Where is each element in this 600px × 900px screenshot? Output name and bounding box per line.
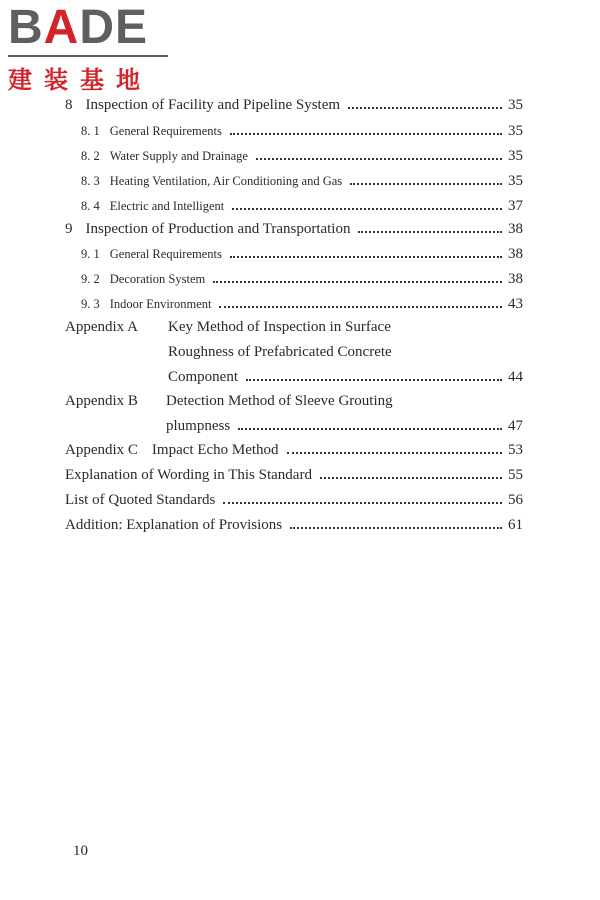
bade-logo (8, 3, 178, 95)
dot-leader (232, 208, 502, 210)
logo-chinese-text: 建装基地 (8, 66, 152, 94)
toc-entry-wording[interactable]: Explanation of Wording in This Standard 55 (65, 467, 523, 483)
toc-entry-addition[interactable]: Addition: Explanation of Provisions 61 (65, 517, 523, 533)
dot-leader (290, 527, 502, 529)
dot-leader (213, 281, 502, 283)
logo-wordmark: BADE (8, 1, 149, 54)
dot-leader (223, 502, 502, 504)
toc-entry-section-9-1[interactable]: 9. 1 General Requirements 38 (81, 246, 523, 262)
dot-leader (238, 428, 502, 430)
toc-entry-appendix-c[interactable]: Appendix C Impact Echo Method 53 (65, 442, 523, 458)
dot-leader (230, 256, 502, 258)
toc-entry-section-8-1[interactable]: 8. 1 General Requirements 35 (81, 123, 523, 139)
dot-leader (219, 306, 502, 308)
dot-leader (246, 379, 502, 381)
page-number: 10 (73, 843, 88, 859)
dot-leader (350, 183, 502, 185)
logo-divider (8, 55, 168, 57)
toc-entry-chapter-9[interactable]: 9 Inspection of Production and Transportation 38 (65, 221, 523, 237)
toc-entry-section-8-4[interactable]: 8. 4 Electric and Intelligent 37 (81, 198, 523, 214)
dot-leader (320, 477, 502, 479)
dot-leader (287, 452, 502, 454)
toc-entry-section-8-2[interactable]: 8. 2 Water Supply and Drainage 35 (81, 148, 523, 164)
toc-entry-section-9-3[interactable]: 9. 3 Indoor Environment 43 (81, 296, 523, 312)
dot-leader (256, 158, 502, 160)
toc-entry-section-8-3[interactable]: 8. 3 Heating Ventilation, Air Conditioning and Gas 35 (81, 173, 523, 189)
dot-leader (230, 133, 502, 135)
dot-leader (348, 107, 502, 109)
toc-entry-chapter-8[interactable]: 8 Inspection of Facility and Pipeline System 35 (65, 97, 523, 113)
dot-leader (358, 231, 502, 233)
toc-entry-quoted-standards[interactable]: List of Quoted Standards 56 (65, 492, 523, 508)
toc-entry-section-9-2[interactable]: 9. 2 Decoration System 38 (81, 271, 523, 287)
